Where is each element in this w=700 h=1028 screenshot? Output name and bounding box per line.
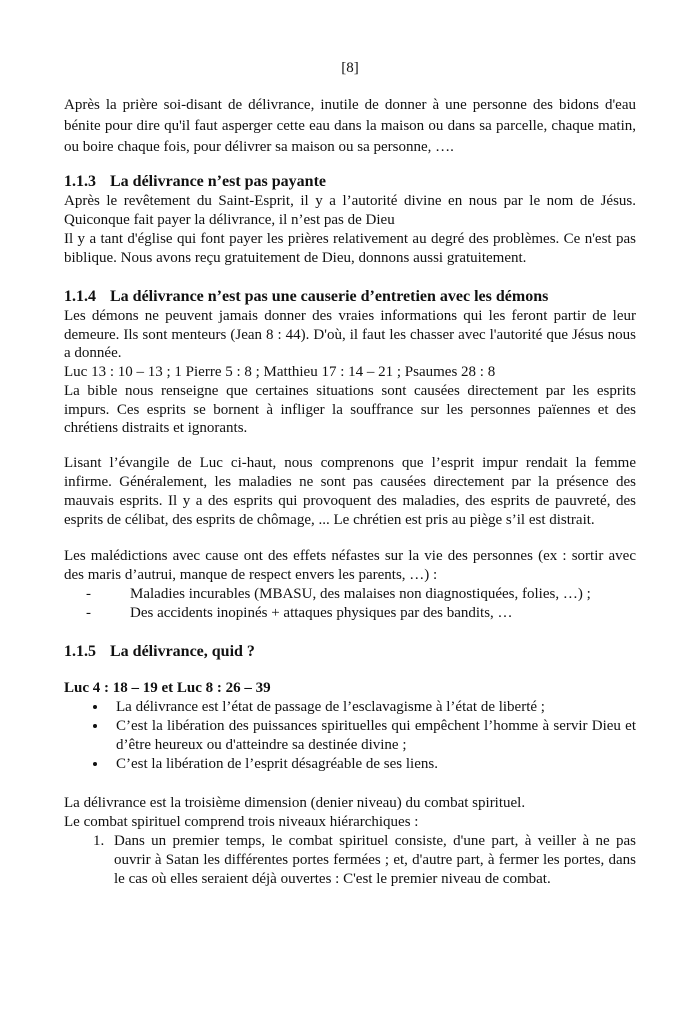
heading-1-1-3 <box>64 172 326 192</box>
dash-list <box>64 585 636 623</box>
intro-paragraph: Après la prière soi-disant de délivrance, inutile de donner à une personne des bidons d'eau bénite pour dire qu'il faut asperger cette eau dans la maison ou dans sa parcelle, chaque matin, ou boire chaque fois, pour délivrer sa maison ou sa personne, …. <box>64 97 636 155</box>
section-1-1-5-body <box>64 679 636 774</box>
heading-title: La délivrance, quid ? <box>110 643 255 660</box>
numbered-list <box>64 832 636 889</box>
paragraph: Les malédictions avec cause ont des effets néfastes sur la vie des personnes (ex : sortir avec des maris d’autrui, manque de respect envers les parents, …) : <box>64 548 636 583</box>
heading-title: La délivrance n’est pas une causerie d’entretien avec les démons <box>110 288 549 305</box>
heading-number: 1.1.4 <box>64 288 96 305</box>
list-item: • C’est la libération de l’esprit désagréable de ses liens. <box>108 755 636 774</box>
list-item: 1. Dans un premier temps, le combat spirituel consiste, d'une part, à veiller à ne pas ouvrir à Satan les différentes portes fermées ; et, d'autre part, à fermer les portes, dans le cas où elles seraient déjà ouvertes : C'est le premier niveau de combat. <box>108 832 636 889</box>
section-1-1-4-body-3 <box>64 547 636 623</box>
section-1-1-4-body-2 <box>64 454 636 530</box>
list-item: • C’est la libération des puissances spirituelles qui empêchent l’homme à servir Dieu et d’être heureux ou d'atteindre sa destinée divine ; <box>108 717 636 755</box>
section-1-1-3-body <box>64 192 636 268</box>
paragraph: Les démons ne peuvent jamais donner des vraies informations qui les feront partir de leur demeure. Ils sont menteurs (Jean 8 : 44). D'où, il faut les chasser avec l'autorité que Jésus nous a donnée. <box>64 308 636 362</box>
bullet-list <box>64 698 636 774</box>
paragraph: Lisant l’évangile de Luc ci-haut, nous comprenons que l’esprit impur rendait la femme infirme. Généralement, les maladies ne sont pas causées directement par la présence des mauvais esprits. Il y a des esprits qui provoquent des maladies, des esprits de pauvreté, des esprits de célibat, des esprits de chômage, ... Le chrétien est pris au piège s’il est distrait. <box>64 455 636 528</box>
heading-title: La délivrance n’est pas payante <box>110 173 326 190</box>
scripture-references: Luc 13 : 10 – 13 ; 1 Pierre 5 : 8 ; Matthieu 17 : 14 – 21 ; Psaumes 28 : 8 <box>64 364 496 381</box>
section-1-1-5-body-2 <box>64 794 636 889</box>
paragraph: La bible nous renseigne que certaines situations sont causées directement par les esprits impurs. Ces esprits se bornent à infliger la souffrance sur les personnes païennes et des chrétiens distraits et ignorants. <box>64 382 636 437</box>
list-item: • La délivrance est l’état de passage de l’esclavagisme à l’état de liberté ; <box>108 698 636 717</box>
paragraph: La délivrance est la troisième dimension (denier niveau) du combat spirituel. <box>64 795 526 811</box>
list-item: - Des accidents inopinés + attaques physiques par des bandits, … <box>86 604 636 623</box>
heading-number: 1.1.5 <box>64 643 96 660</box>
paragraph: Le combat spirituel comprend trois niveaux hiérarchiques : <box>64 814 419 830</box>
page-number: [8] <box>341 60 359 76</box>
list-item: - Maladies incurables (MBASU, des malaises non diagnostiquées, folies, …) ; <box>86 585 636 604</box>
paragraph: Après le revêtement du Saint-Esprit, il y a l’autorité divine en nous par le nom de Jésus. Quiconque fait payer la délivrance, il n’est pas de Dieu <box>64 193 636 228</box>
heading-1-1-4 <box>64 287 548 307</box>
section-1-1-4-body <box>64 307 636 438</box>
heading-number: 1.1.3 <box>64 173 96 190</box>
scripture-references: Luc 4 : 18 – 19 et Luc 8 : 26 – 39 <box>64 680 271 696</box>
paragraph: Il y a tant d'église qui font payer les prières relativement au degré des problèmes. Ce n'est pas biblique. Nous avons reçu gratuitement de Dieu, donnons aussi gratuitement. <box>64 231 636 266</box>
heading-1-1-5 <box>64 642 255 662</box>
